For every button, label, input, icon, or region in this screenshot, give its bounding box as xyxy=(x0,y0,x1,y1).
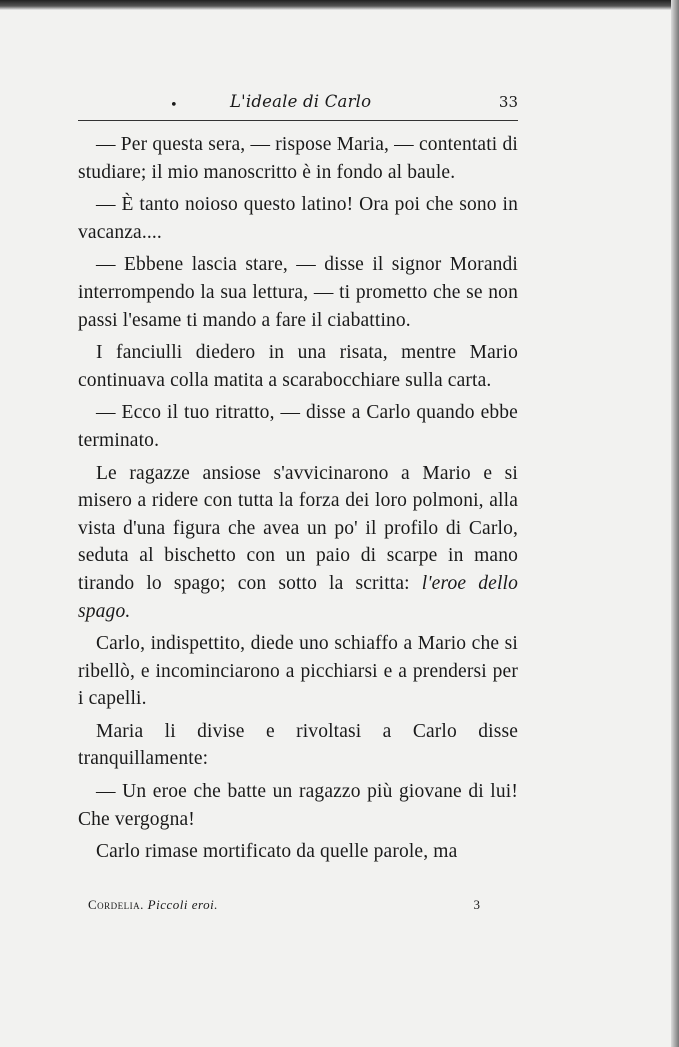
scan-edge-right xyxy=(671,0,679,1047)
footer-signature-number: 3 xyxy=(473,897,480,912)
paragraph-3: — Ebbene lascia stare, — disse il signor Morandi interrompendo la sua lettura, — ti prometto che se non passi l'esame ti mando a fare il ciabattino. xyxy=(78,254,518,331)
running-header xyxy=(78,88,518,121)
book-page xyxy=(78,88,518,871)
italic-caption: l'eroe dello spago. xyxy=(78,572,518,622)
footer-signature xyxy=(88,897,218,912)
running-title: L'ideale di Carlo xyxy=(230,92,372,111)
paragraph-6-text: Le ragazze ansiose s'avvicinarono a Mario e si misero a ridere con tutta la forza dei loro polmoni, alla vista d'una figura che avea un po' il profilo di Carlo, seduta al bischetto con un paio di scarpe in mano tirando lo spago; con sotto la scritta: xyxy=(78,462,518,594)
paragraph-7: Carlo, indispettito, diede uno schiaffo a Mario che si ribellò, e incominciarono a picchiarsi e a prendersi per i capelli. xyxy=(78,633,518,710)
paragraph-5: — Ecco il tuo ritratto, — disse a Carlo quando ebbe terminato. xyxy=(78,402,518,451)
paragraph-1: — Per questa sera, — rispose Maria, — contentati di studiare; il mio manoscritto è in fondo al baule. xyxy=(78,134,518,183)
paragraph-9: — Un eroe che batte un ragazzo più giovane di lui! Che vergogna! xyxy=(78,781,518,830)
paragraph-2: — È tanto noioso questo latino! Ora poi che sono in vacanza.... xyxy=(78,194,518,243)
paragraph-8: Maria li divise e rivoltasi a Carlo disse tranquillamente: xyxy=(78,720,518,770)
page-footer xyxy=(88,897,508,913)
page-number: 33 xyxy=(498,93,518,111)
footer-book: Piccoli eroi. xyxy=(147,897,218,912)
scan-edge-top xyxy=(0,0,679,10)
paragraph-6 xyxy=(78,460,518,626)
header-mark: • xyxy=(170,98,178,113)
page-body xyxy=(78,131,518,866)
paragraph-4: I fanciulli diedero in una risata, mentre Mario continuava colla matita a scarabocchiare sulla carta. xyxy=(78,342,518,391)
paragraph-10: Carlo rimase mortificato da quelle parole, ma xyxy=(96,841,458,863)
footer-author: Cordelia. xyxy=(88,897,144,912)
